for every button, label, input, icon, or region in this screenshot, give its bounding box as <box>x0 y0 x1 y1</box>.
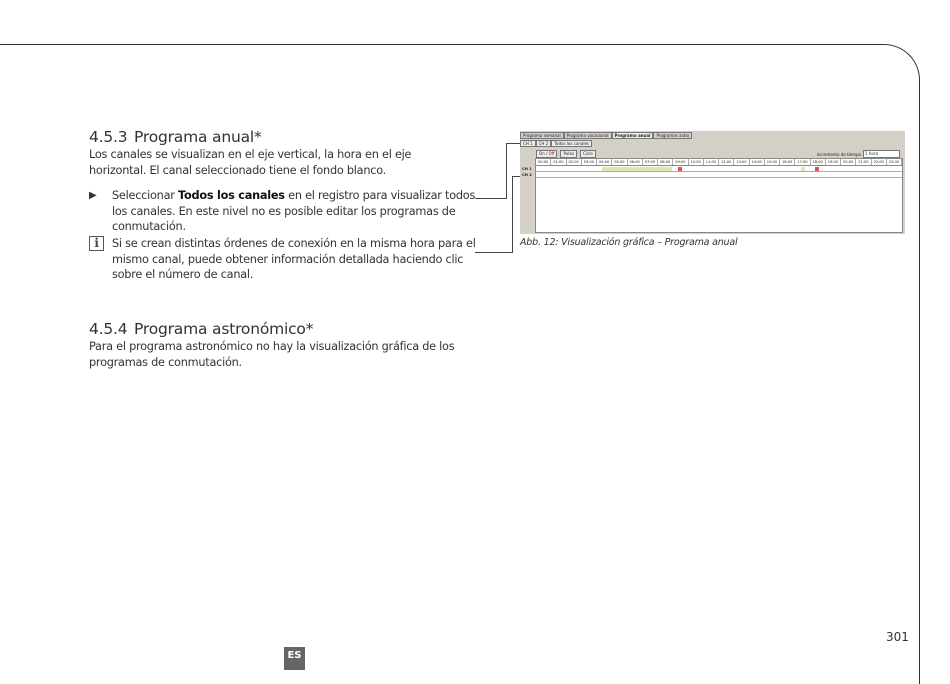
hour-label: 03:00 <box>582 159 597 165</box>
section-heading-4-5-3 <box>89 128 262 146</box>
hour-label: 17:00 <box>795 159 810 165</box>
hour-header <box>536 159 902 166</box>
tab-ch1: CH 1 <box>520 140 536 147</box>
tab-holiday: Programa vacacional <box>564 132 612 139</box>
hour-label: 05:00 <box>612 159 627 165</box>
off-mark <box>678 167 682 171</box>
off-mark <box>815 167 819 171</box>
channel-tabs <box>520 140 592 147</box>
hour-label: 02:00 <box>567 159 582 165</box>
triangle-bullet-icon: ▶ <box>89 190 97 201</box>
hour-label: 14:00 <box>750 159 765 165</box>
increment-label: incremento de tiempo <box>816 151 861 157</box>
increment-select: 1 hora <box>863 150 900 158</box>
hour-label: 08:00 <box>658 159 673 165</box>
section-text: Para el programa astronómico no hay la visualización gráfica de los programas de conmutación. <box>89 340 455 369</box>
info-icon: i <box>89 236 104 251</box>
pulse-button: Pulso <box>560 150 577 158</box>
hour-label: 10:00 <box>689 159 704 165</box>
channel-label: CH 2 <box>522 172 532 177</box>
on-off-button: On / Off <box>536 150 557 158</box>
cycle-button: Ciclo <box>580 150 596 158</box>
section-intro: Los canales se visualizan en el eje vertical, la hora en el eje horizontal. El canal seleccionado tiene el fondo blanco. <box>89 148 412 177</box>
hour-label: 18:00 <box>811 159 826 165</box>
info-text: Si se crean distintas órdenes de conexión en la misma hora para el mismo canal, puede obtener información detallada haciendo clic sobre el número de canal. <box>112 237 476 281</box>
bullet-bold-term: Todos los canales <box>178 189 285 202</box>
bullet-text: Seleccionar Todos los canales en el registro para visualizar todos los canales. En este nivel no es posible editar los programas de conmutación. <box>112 189 476 233</box>
tab-ch2: CH 2 <box>536 140 552 147</box>
hour-label: 23:00 <box>887 159 902 165</box>
leader-line-info <box>475 252 512 253</box>
hour-label: 11:00 <box>704 159 719 165</box>
on-mark <box>801 167 805 171</box>
section-title: Programa anual* <box>134 128 262 146</box>
program-tabs <box>520 132 692 139</box>
tab-annual: Programa anual <box>612 132 654 139</box>
hour-label: 09:00 <box>673 159 688 165</box>
hour-label: 16:00 <box>780 159 795 165</box>
leader-line-bullet-tip <box>506 143 520 144</box>
tab-weekly: Programa semanal <box>520 132 564 139</box>
section-number: 4.5.3 <box>89 128 128 146</box>
section-heading-4-5-4 <box>89 320 313 338</box>
section-number: 4.5.4 <box>89 320 128 338</box>
hour-label: 04:00 <box>597 159 612 165</box>
language-badge: ES <box>284 647 305 670</box>
hour-label: 22:00 <box>872 159 887 165</box>
tab-astro: Programas astro <box>653 132 692 139</box>
hour-label: 15:00 <box>765 159 780 165</box>
hour-label: 21:00 <box>856 159 871 165</box>
leader-line-info-vertical <box>512 176 513 253</box>
timeline-grid <box>522 158 903 233</box>
leader-line-bullet <box>475 198 507 199</box>
hour-label: 06:00 <box>628 159 643 165</box>
annual-program-screenshot <box>520 131 905 234</box>
leader-line-info-tip <box>512 176 520 177</box>
channel-row-2 <box>522 172 902 178</box>
hour-label: 07:00 <box>643 159 658 165</box>
leader-line-bullet-vertical <box>506 143 507 199</box>
hour-label: 01:00 <box>551 159 566 165</box>
hour-label: 19:00 <box>826 159 841 165</box>
hour-label: 00:00 <box>536 159 551 165</box>
hour-label: 20:00 <box>841 159 856 165</box>
page-number: 301 <box>886 630 909 644</box>
section-title: Programa astronómico* <box>134 320 314 338</box>
switch-toolbar <box>536 150 596 158</box>
hour-label: 12:00 <box>719 159 734 165</box>
tab-all-channels: Todos los canales <box>551 140 592 147</box>
hour-label: 13:00 <box>734 159 749 165</box>
figure-caption: Abb. 12: Visualización gráfica – Programa anual <box>520 237 738 248</box>
channel-label: CH 1 <box>522 166 532 171</box>
time-increment <box>817 150 900 158</box>
on-period-mark <box>602 167 672 171</box>
